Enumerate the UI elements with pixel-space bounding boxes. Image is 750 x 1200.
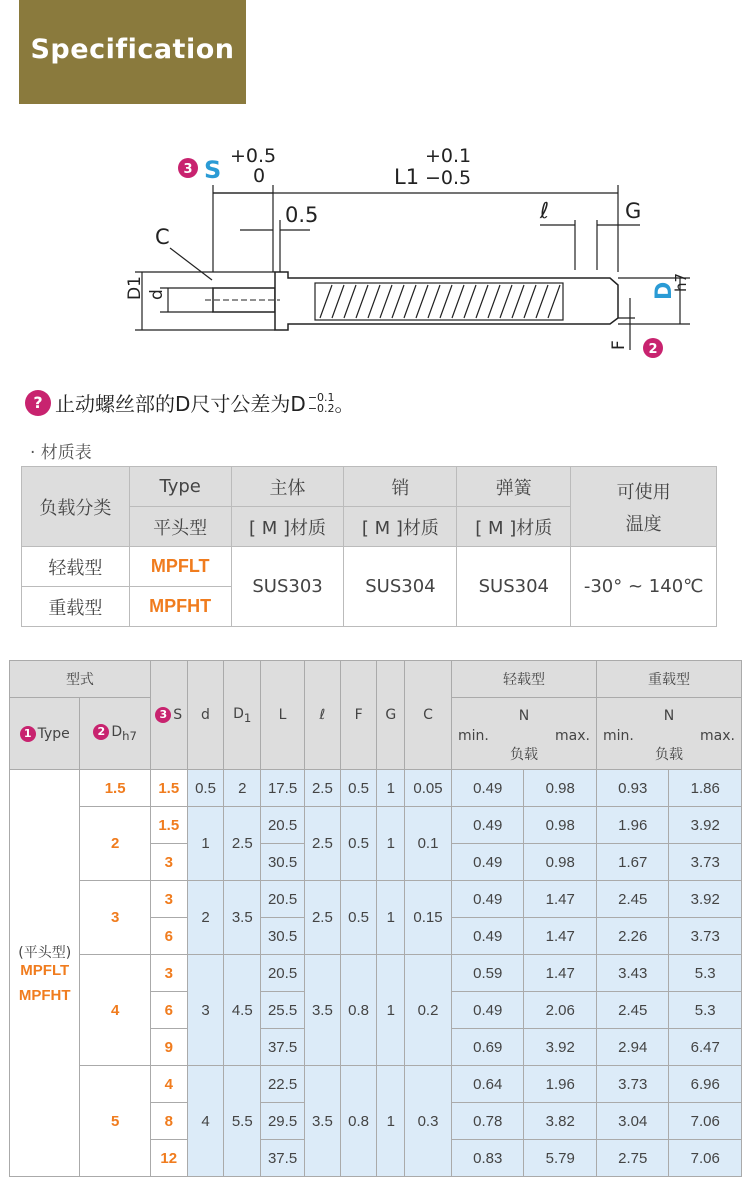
spec-l-cell: 3.5: [305, 955, 341, 1066]
table-row: [10, 807, 742, 844]
spec-light-max-cell: 1.96: [524, 1066, 596, 1103]
spec-d-cell: 1: [187, 807, 224, 881]
spec-h-F: F: [340, 661, 377, 770]
spec-C-cell: 0.3: [405, 1066, 452, 1177]
spec-light-max-cell: 1.47: [524, 881, 596, 918]
mat-spring-value: SUS304: [457, 547, 571, 627]
spec-dh7-cell: 3: [80, 881, 150, 955]
spec-L-cell: 20.5: [261, 955, 305, 992]
spec-L-cell: 29.5: [261, 1103, 305, 1140]
spec-L-cell: 30.5: [261, 918, 305, 955]
spec-h-heavy: 重载型: [596, 661, 741, 698]
spec-G-cell: 1: [377, 955, 405, 1066]
spec-light-max-cell: 0.98: [524, 844, 596, 881]
spec-h-G: G: [377, 661, 405, 770]
spec-heavy-max-cell: 7.06: [669, 1103, 742, 1140]
spec-heavy-min-cell: 3.04: [596, 1103, 668, 1140]
s-number: 3: [183, 162, 193, 177]
spec-light-min-cell: 0.49: [452, 844, 524, 881]
pin-drawing: [100, 140, 700, 370]
spec-table: [9, 660, 742, 1177]
spec-heavy-max-cell: 6.47: [669, 1029, 742, 1066]
spec-G-cell: 1: [377, 881, 405, 955]
spec-heavy-max-cell: 3.92: [669, 881, 742, 918]
spec-heavy-min-cell: 2.45: [596, 881, 668, 918]
spec-h-d: d: [187, 661, 224, 770]
note-tolerance: [308, 392, 335, 414]
spec-s-cell: 4: [150, 1066, 187, 1103]
spec-d-cell: 2: [187, 881, 224, 955]
spec-C-cell: 0.1: [405, 807, 452, 881]
l1-label: L1: [394, 165, 420, 189]
material-title: · 材质表: [30, 443, 92, 463]
spec-d1-cell: 3.5: [224, 881, 261, 955]
l-label: ℓ: [540, 199, 550, 224]
spec-light-min-cell: 0.49: [452, 881, 524, 918]
spec-h-d1: $D_1$: [224, 661, 261, 770]
l1-tol-up: +0.1: [425, 145, 472, 167]
spec-h-L: L: [261, 661, 305, 770]
spec-F-cell: 0.8: [340, 1066, 377, 1177]
spec-L-cell: 37.5: [261, 1140, 305, 1177]
dh7-sub: h7: [672, 272, 690, 292]
mat-pin-value: SUS304: [344, 547, 457, 627]
spec-s-cell: 1.5: [150, 770, 187, 807]
spec-light-max-cell: 3.92: [524, 1029, 596, 1066]
spec-light-max-cell: 0.98: [524, 770, 596, 807]
spec-light-min-cell: 0.49: [452, 770, 524, 807]
spec-F-cell: 0.5: [340, 881, 377, 955]
spec-heavy-max-cell: 3.73: [669, 844, 742, 881]
spec-G-cell: 1: [377, 1066, 405, 1177]
spec-heavy-max-cell: 1.86: [669, 770, 742, 807]
f-label: F: [609, 340, 629, 350]
s-tol-low: 0: [253, 165, 266, 187]
spec-d1-cell: 2: [224, 770, 261, 807]
dim-05: 0.5: [285, 203, 319, 227]
spec-h-model: 型式: [10, 661, 151, 698]
spec-heavy-min-cell: 2.45: [596, 992, 668, 1029]
mat-h-spring: 弹簧: [457, 467, 571, 507]
g-label: G: [625, 199, 642, 223]
mat-h-body: 主体: [231, 467, 344, 507]
table-row: [10, 955, 742, 992]
spec-C-cell: 0.05: [405, 770, 452, 807]
spec-dh7-cell: 4: [80, 955, 150, 1066]
tolerance-note: [25, 388, 355, 417]
mat-temp-value: -30° ~ 140℃: [571, 547, 717, 627]
spec-light-max-cell: 1.47: [524, 918, 596, 955]
spec-heavy-min-cell: 0.93: [596, 770, 668, 807]
spec-s-cell: 12: [150, 1140, 187, 1177]
spec-light-min-cell: 0.49: [452, 992, 524, 1029]
note-tol-up: −0.1: [307, 390, 335, 404]
spec-L-cell: 30.5: [261, 844, 305, 881]
mat-h-body-mat: [ M ]材质: [231, 507, 344, 547]
spec-heavy-max-cell: 3.92: [669, 807, 742, 844]
dh7-number: 2: [648, 342, 658, 357]
spec-heavy-max-cell: 5.3: [669, 955, 742, 992]
spec-s-cell: 6: [150, 992, 187, 1029]
spec-dh7-cell: 2: [80, 807, 150, 881]
d1-label: D1: [125, 276, 145, 300]
spec-heavy-min-cell: 3.43: [596, 955, 668, 992]
spec-h-type: 1 Type: [10, 698, 80, 770]
spec-s-cell: 3: [150, 844, 187, 881]
spec-heavy-min-cell: 1.96: [596, 807, 668, 844]
spec-F-cell: 0.5: [340, 770, 377, 807]
spec-L-cell: 25.5: [261, 992, 305, 1029]
spec-heavy-max-cell: 5.3: [669, 992, 742, 1029]
spec-light-max-cell: 3.82: [524, 1103, 596, 1140]
spec-heavy-max-cell: 7.06: [669, 1140, 742, 1177]
spec-heavy-min-cell: 2.75: [596, 1140, 668, 1177]
spec-s-cell: 1.5: [150, 807, 187, 844]
spec-h-l: ℓ: [305, 661, 341, 770]
spec-h-heavy-n: N min. max. 负载: [596, 698, 741, 770]
spec-light-min-cell: 0.64: [452, 1066, 524, 1103]
spec-h-C: C: [405, 661, 452, 770]
mat-load-heavy: 重载型: [22, 587, 130, 627]
spec-light-min-cell: 0.78: [452, 1103, 524, 1140]
l1-tol-low: −0.5: [425, 167, 472, 189]
spec-dh7-cell: 1.5: [80, 770, 150, 807]
spec-light-max-cell: 1.47: [524, 955, 596, 992]
spec-C-cell: 0.2: [405, 955, 452, 1066]
spec-l-cell: 2.5: [305, 770, 341, 807]
spec-s-cell: 3: [150, 881, 187, 918]
spec-l-cell: 2.5: [305, 881, 341, 955]
spec-h-light-n: N min. max. 负载: [452, 698, 597, 770]
mat-h-pin: 销: [344, 467, 457, 507]
spec-light-max-cell: 0.98: [524, 807, 596, 844]
spec-heavy-max-cell: 3.73: [669, 918, 742, 955]
mat-h-type-sub: 平头型: [129, 507, 231, 547]
mat-load-light: 轻载型: [22, 547, 130, 587]
spec-light-min-cell: 0.59: [452, 955, 524, 992]
spec-s-cell: 8: [150, 1103, 187, 1140]
s-label: S: [204, 156, 222, 184]
mat-h-temp: 可使用 温度: [571, 467, 717, 547]
material-table: [21, 466, 717, 627]
spec-heavy-min-cell: 3.73: [596, 1066, 668, 1103]
mat-type-heavy: MPFHT: [129, 587, 231, 627]
section-title: Specification: [19, 0, 246, 104]
spec-h-s: 3 S: [150, 661, 187, 770]
spec-L-cell: 22.5: [261, 1066, 305, 1103]
spec-C-cell: 0.15: [405, 881, 452, 955]
spec-s-cell: 6: [150, 918, 187, 955]
spec-d-cell: 0.5: [187, 770, 224, 807]
spec-light-max-cell: 5.79: [524, 1140, 596, 1177]
mat-body-value: SUS303: [231, 547, 344, 627]
spec-F-cell: 0.5: [340, 807, 377, 881]
spec-dh7-cell: 5: [80, 1066, 150, 1177]
spec-d-cell: 3: [187, 955, 224, 1066]
spec-G-cell: 1: [377, 807, 405, 881]
spec-light-min-cell: 0.69: [452, 1029, 524, 1066]
spec-heavy-max-cell: 6.96: [669, 1066, 742, 1103]
spec-light-max-cell: 2.06: [524, 992, 596, 1029]
mat-type-light: MPFLT: [129, 547, 231, 587]
spec-d1-cell: 2.5: [224, 807, 261, 881]
spec-F-cell: 0.8: [340, 955, 377, 1066]
dh7-label: D: [652, 281, 677, 300]
spec-light-min-cell: 0.83: [452, 1140, 524, 1177]
spec-light-min-cell: 0.49: [452, 807, 524, 844]
note-tail: 。: [334, 392, 355, 416]
spec-L-cell: 37.5: [261, 1029, 305, 1066]
s-tol-up: +0.5: [230, 145, 277, 167]
spec-s-cell: 3: [150, 955, 187, 992]
spec-type-cell: (平头型) MPFLT MPFHT: [10, 770, 80, 1177]
mat-h-load: 负载分类: [22, 467, 130, 547]
spec-d1-cell: 4.5: [224, 955, 261, 1066]
spec-d1-cell: 5.5: [224, 1066, 261, 1177]
table-row: [10, 1066, 742, 1103]
spec-l-cell: 2.5: [305, 807, 341, 881]
d-label: d: [147, 289, 167, 300]
spec-L-cell: 20.5: [261, 807, 305, 844]
spec-h-dh7: 2 $D_{h7}$: [80, 698, 150, 770]
spec-heavy-min-cell: 1.67: [596, 844, 668, 881]
c-label: C: [155, 225, 170, 249]
spec-light-min-cell: 0.49: [452, 918, 524, 955]
spec-h-light: 轻载型: [452, 661, 597, 698]
spec-L-cell: 20.5: [261, 881, 305, 918]
spec-heavy-min-cell: 2.26: [596, 918, 668, 955]
notice-icon: ?: [25, 390, 51, 416]
note-tol-low: −0.2: [307, 401, 335, 415]
spec-d-cell: 4: [187, 1066, 224, 1177]
mat-h-spring-mat: [ M ]材质: [457, 507, 571, 547]
spec-s-cell: 9: [150, 1029, 187, 1066]
mat-h-type: Type: [129, 467, 231, 507]
spec-heavy-min-cell: 2.94: [596, 1029, 668, 1066]
note-text: 止动螺丝部的D尺寸公差为D: [55, 392, 306, 416]
mat-h-pin-mat: [ M ]材质: [344, 507, 457, 547]
table-row: [10, 770, 742, 807]
spec-G-cell: 1: [377, 770, 405, 807]
spec-L-cell: 17.5: [261, 770, 305, 807]
spec-l-cell: 3.5: [305, 1066, 341, 1177]
table-row: [10, 881, 742, 918]
